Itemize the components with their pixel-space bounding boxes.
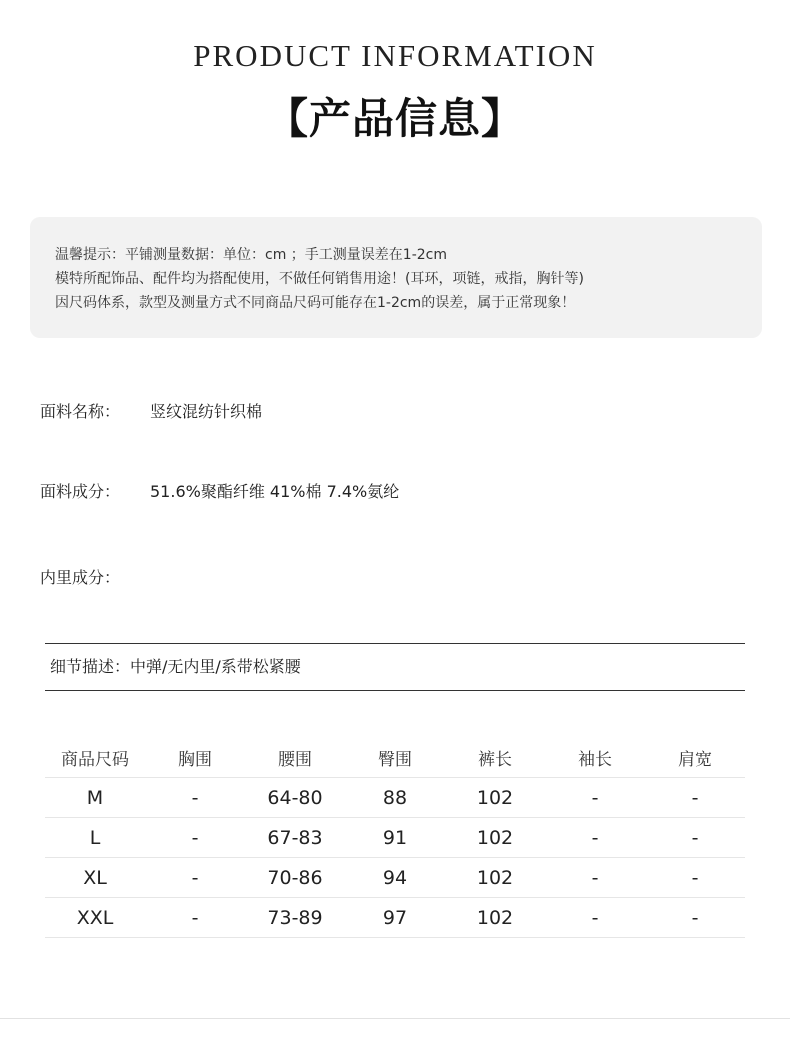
table-cell: 91 (345, 818, 445, 858)
table-row (45, 818, 745, 858)
table-cell: 73-89 (245, 898, 345, 938)
table-cell: 102 (445, 898, 545, 938)
detail-description-value: 中弹/无内里/系带松紧腰 (130, 657, 301, 676)
table-cell: - (545, 818, 645, 858)
size-table-header-row (45, 738, 745, 778)
table-cell: 102 (445, 858, 545, 898)
header-chest: 胸围 (145, 738, 245, 778)
header-size: 商品尺码 (45, 738, 145, 778)
bottom-divider (0, 1018, 790, 1019)
table-cell: 102 (445, 778, 545, 818)
header-waist: 腰围 (245, 738, 345, 778)
table-cell: - (645, 858, 745, 898)
table-cell: 70-86 (245, 858, 345, 898)
table-cell: 94 (345, 858, 445, 898)
fabric-composition-label: 面料成分： (40, 482, 121, 501)
table-row (45, 778, 745, 818)
header-pants-length: 裤长 (445, 738, 545, 778)
lining-composition-label: 内里成分： (40, 568, 121, 587)
detail-description-row (45, 643, 745, 691)
header-sleeve-length: 袖长 (545, 738, 645, 778)
notice-box (30, 217, 762, 338)
header-shoulder-width: 肩宽 (645, 738, 745, 778)
notice-line: 因尺码体系，款型及测量方式不同商品尺码可能存在1-2cm的误差，属于正常现象！ (55, 295, 576, 311)
fabric-name-value: 竖纹混纺针织棉 (150, 402, 263, 421)
table-cell: - (645, 818, 745, 858)
table-cell: - (145, 858, 245, 898)
table-cell: 64-80 (245, 778, 345, 818)
fabric-composition-field (40, 479, 399, 502)
table-cell: 97 (345, 898, 445, 938)
table-cell: - (145, 778, 245, 818)
table-cell: - (545, 858, 645, 898)
table-row (45, 898, 745, 938)
table-cell: 88 (345, 778, 445, 818)
table-cell: - (145, 898, 245, 938)
table-cell: 102 (445, 818, 545, 858)
lining-composition-field (40, 565, 150, 588)
table-row (45, 858, 745, 898)
size-table (45, 738, 745, 938)
fabric-name-label: 面料名称： (40, 402, 121, 421)
table-cell: - (645, 778, 745, 818)
fabric-composition-value: 51.6%聚酯纤维 41%棉 7.4%氨纶 (150, 482, 400, 501)
notice-line: 模特所配饰品、配件均为搭配使用，不做任何销售用途！(耳环，项链，戒指，胸针等) (55, 271, 584, 287)
detail-description-label: 细节描述： (50, 657, 131, 676)
table-cell: L (45, 818, 145, 858)
title-chinese: 【产品信息】 (265, 94, 524, 143)
table-cell: XL (45, 858, 145, 898)
table-cell: XXL (45, 898, 145, 938)
notice-line: 温馨提示：平铺测量数据：单位：cm ；手工测量误差在1-2cm (55, 247, 447, 263)
table-cell: - (545, 898, 645, 938)
fabric-name-field (40, 399, 262, 422)
table-cell: M (45, 778, 145, 818)
header-hip: 臀围 (345, 738, 445, 778)
table-cell: - (545, 778, 645, 818)
table-cell: - (145, 818, 245, 858)
table-cell: - (645, 898, 745, 938)
table-cell: 67-83 (245, 818, 345, 858)
title-english: PRODUCT INFORMATION (193, 38, 597, 73)
